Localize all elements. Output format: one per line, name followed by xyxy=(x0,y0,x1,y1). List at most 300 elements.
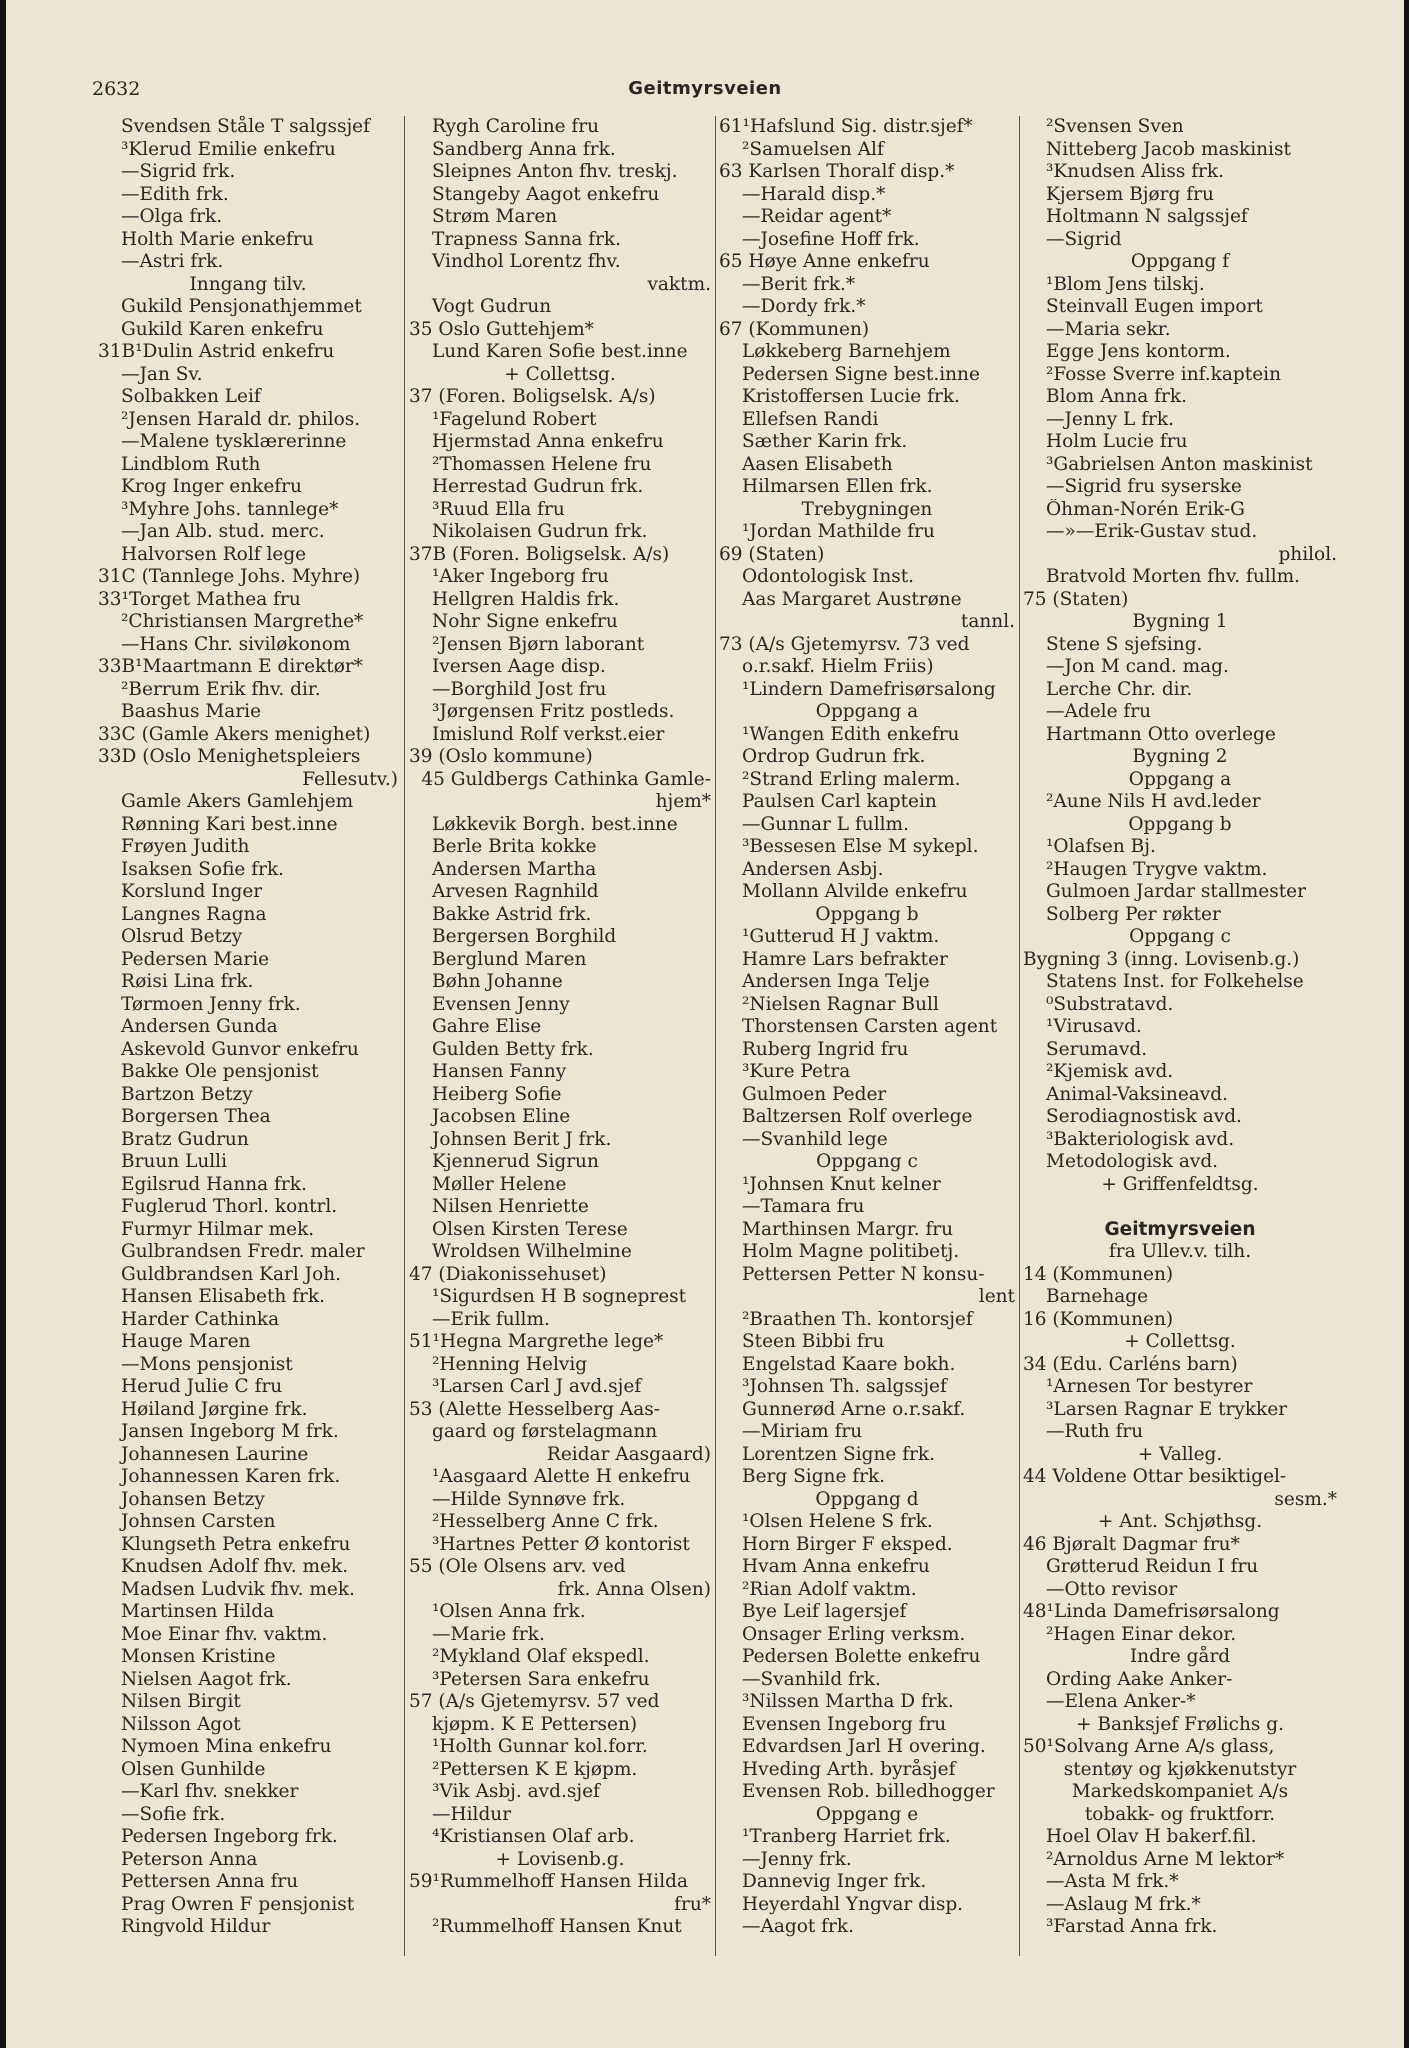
directory-entry: Bygning 2 xyxy=(1132,746,1228,767)
directory-entry: Høiland Jørgine frk. xyxy=(121,1398,308,1420)
directory-entry: Dannevig Inger frk. xyxy=(742,1871,927,1892)
directory-entry: ¹Olsen Helene S frk. xyxy=(742,1511,933,1532)
directory-entry: Sandberg Anna frk. xyxy=(432,138,616,160)
directory-entry: Vindhol Lorentz fhv. xyxy=(432,251,621,272)
directory-entry: Oppgang a xyxy=(1128,768,1232,790)
directory-entry: 63 Karlsen Thoralf disp.* xyxy=(719,161,955,182)
directory-entry: Lund Karen Sofie best.inne xyxy=(432,341,688,362)
directory-entry: Pedersen Ingeborg frk. xyxy=(121,1826,338,1847)
directory-entry: Nilsen Henriette xyxy=(432,1196,589,1217)
directory-entry: 69 (Staten) xyxy=(719,543,825,565)
directory-entry: Animal-Vaksineavd. xyxy=(1046,1083,1228,1105)
directory-entry: Harder Cathinka xyxy=(121,1308,280,1330)
directory-entry: —Elena Anker-* xyxy=(1046,1691,1196,1712)
directory-entry: Oppgang c xyxy=(1129,926,1231,947)
directory-entry: Pettersen Petter N konsu- xyxy=(742,1263,985,1285)
directory-entry: —Sigrid fru syserske xyxy=(1046,476,1242,497)
directory-entry xyxy=(1023,1196,1337,1219)
directory-entry: Hartmann Otto overlege xyxy=(1046,723,1276,745)
directory-entry: Oppgang e xyxy=(815,1803,919,1825)
directory-entry: ³Gabrielsen Anton maskinist xyxy=(1046,453,1313,475)
directory-entry: Gukild Pensjonathjemmet xyxy=(121,296,362,317)
directory-entry: Hansen Fanny xyxy=(432,1061,567,1082)
directory-entry: Jansen Ingeborg M frk. xyxy=(121,1421,339,1442)
directory-entry: Bygning 3 (inng. Lovisenb.g.) xyxy=(1023,948,1300,970)
directory-entry: Langnes Ragna xyxy=(121,903,267,925)
directory-entry: —Hildur xyxy=(432,1803,512,1825)
directory-entry: Lindblom Ruth xyxy=(121,453,261,475)
directory-entry: + Lovisenb.g. xyxy=(495,1848,625,1870)
directory-entry: 73 (A/s Gjetemyrsv. 73 ved xyxy=(719,633,970,655)
directory-entry: ²Strand Erling malerm. xyxy=(742,768,961,790)
directory-entry: Monsen Kristine xyxy=(121,1646,276,1667)
directory-entry: Kristoffersen Lucie frk. xyxy=(742,386,960,407)
directory-entry: Holtmann N salgssjef xyxy=(1046,206,1248,227)
directory-entry: gaard og førstelagmann xyxy=(432,1421,658,1442)
directory-entry: Mollann Alvilde enkefru xyxy=(742,881,968,902)
directory-entry: —Sigrid frk. xyxy=(121,161,236,182)
directory-entry: Markedskompaniet A/s xyxy=(1071,1781,1289,1802)
directory-entry: Nielsen Aagot frk. xyxy=(121,1668,292,1690)
directory-entry: Askevold Gunvor enkefru xyxy=(121,1038,359,1060)
directory-entry: Fuglerud Thorl. kontrl. xyxy=(121,1196,338,1217)
directory-entry: Serumavd. xyxy=(1046,1038,1148,1060)
directory-entry: ¹Jordan Mathilde fru xyxy=(742,521,935,542)
directory-entry: hjem* xyxy=(655,791,711,812)
directory-entry: ³Knudsen Aliss frk. xyxy=(1046,161,1224,182)
directory-entry: Krog Inger enkefru xyxy=(121,476,302,497)
directory-entry: ³Petersen Sara enkefru xyxy=(432,1668,650,1690)
directory-entry: Öhman-Norén Erik-G xyxy=(1046,498,1245,520)
directory-entry: Møller Helene xyxy=(432,1173,567,1195)
directory-entry: Aas Margaret Austrøne xyxy=(742,588,962,610)
directory-entry: ²Haugen Trygve vaktm. xyxy=(1046,858,1268,880)
directory-entry: —Malene tysklærerinne xyxy=(121,431,347,452)
directory-entry: 37B (Foren. Boligselsk. A/s) xyxy=(409,543,670,565)
directory-entry: 16 (Kommunen) xyxy=(1023,1308,1174,1330)
directory-entry: ²Samuelsen Alf xyxy=(742,138,884,160)
page-header xyxy=(6,78,1404,106)
directory-entry: Grøtterud Reidun I fru xyxy=(1046,1556,1259,1577)
directory-entry: Gahre Elise xyxy=(432,1016,542,1037)
directory-entry: —Ruth fru xyxy=(1046,1421,1144,1442)
directory-entry: ²Henning Helvig xyxy=(432,1353,588,1375)
directory-entry: ²Arnoldus Arne M lektor* xyxy=(1046,1848,1285,1870)
directory-entry: ²Berrum Erik fhv. dir. xyxy=(121,678,321,700)
directory-entry: Nymoen Mina enkefru xyxy=(121,1736,332,1757)
directory-entry: Holm Lucie fru xyxy=(1046,431,1188,452)
directory-entry: —Svanhild frk. xyxy=(742,1668,881,1690)
directory-entry: 44 Voldene Ottar besiktigel- xyxy=(1023,1466,1287,1487)
directory-entry: Gulden Betty frk. xyxy=(432,1038,594,1060)
directory-entry: —Jon M cand. mag. xyxy=(1046,656,1229,677)
directory-entry: ¹Tranberg Harriet frk. xyxy=(742,1826,951,1847)
directory-entry: Sleipnes Anton fhv. treskj. xyxy=(432,161,678,182)
directory-entry: 61¹Hafslund Sig. distr.sjef* xyxy=(719,116,973,137)
directory-entry: Hansen Elisabeth frk. xyxy=(121,1286,325,1307)
directory-entry: Halvorsen Rolf lege xyxy=(121,543,307,565)
directory-entry: ³Johnsen Th. salgssjef xyxy=(742,1376,947,1397)
directory-entry: lent xyxy=(978,1286,1015,1307)
directory-entry: Aasen Elisabeth xyxy=(742,453,893,475)
directory-entry: Marthinsen Margr. fru xyxy=(742,1218,954,1240)
directory-entry: ⁴Kristiansen Olaf arb. xyxy=(432,1826,635,1847)
directory-entry: —Gunnar L fullm. xyxy=(742,813,909,835)
directory-entry: ²Nielsen Ragnar Bull xyxy=(742,993,939,1015)
directory-entry: stentøy og kjøkkenutstyr xyxy=(1063,1758,1297,1780)
directory-entry: Furmyr Hilmar mek. xyxy=(121,1218,315,1240)
directory-entry: Holm Magne politibetj. xyxy=(742,1241,960,1262)
directory-entry: Hveding Arth. byråsjef xyxy=(742,1758,956,1780)
directory-entry: Paulsen Carl kaptein xyxy=(742,791,937,812)
directory-entry: ²Mykland Olaf ekspedl. xyxy=(432,1646,650,1667)
directory-entry: Svendsen Ståle T salgssjef xyxy=(121,116,370,137)
directory-entry: Pettersen Anna fru xyxy=(121,1871,299,1892)
directory-entry: Johnsen Berit J frk. xyxy=(432,1128,612,1150)
directory-entry: ²Christiansen Margrethe* xyxy=(121,611,364,632)
directory-entry: Korslund Inger xyxy=(121,881,263,902)
directory-entry: Metodologisk avd. xyxy=(1046,1151,1219,1172)
directory-entry: Nilsen Birgit xyxy=(121,1691,241,1712)
directory-entry: Nitteberg Jacob maskinist xyxy=(1046,138,1291,160)
directory-entry: Moe Einar fhv. vaktm. xyxy=(121,1623,328,1645)
directory-entry: ²Fosse Sverre inf.kaptein xyxy=(1046,363,1281,385)
directory-entry: Indre gård xyxy=(1129,1646,1231,1667)
directory-entry: fra Ullev.v. tilh. xyxy=(1108,1241,1252,1262)
column-1 xyxy=(98,116,398,1939)
column-3 xyxy=(719,116,1015,1939)
directory-entry: Geitmyrsveien xyxy=(1104,1218,1256,1240)
directory-entry: Johnsen Carsten xyxy=(121,1511,276,1532)
directory-entry: Løkkevik Borgh. best.inne xyxy=(432,813,678,835)
directory-entry: Herrestad Gudrun frk. xyxy=(432,476,644,497)
directory-entry: Pedersen Signe best.inne xyxy=(742,363,980,385)
directory-entry: Bye Leif lagersjef xyxy=(742,1601,907,1622)
directory-entry: —Asta M frk.* xyxy=(1046,1871,1179,1892)
directory-entry: Barnehage xyxy=(1046,1286,1149,1307)
directory-entry: —Astri frk. xyxy=(121,251,224,272)
directory-entry: Berg Signe frk. xyxy=(742,1466,886,1487)
directory-entry: —Adele fru xyxy=(1046,701,1152,722)
directory-entry: Pedersen Marie xyxy=(121,948,270,970)
directory-entry: ¹Aker Ingeborg fru xyxy=(432,566,609,587)
directory-entry: ²Thomassen Helene fru xyxy=(432,453,652,475)
directory-entry: ¹Virusavd. xyxy=(1046,1016,1142,1037)
directory-entry: 34 (Edu. Carléns barn) xyxy=(1023,1353,1238,1375)
directory-entry: Steen Bibbi fru xyxy=(742,1331,885,1352)
directory-entry: Ringvold Hildur xyxy=(121,1916,271,1937)
directory-entry: Nohr Signe enkefru xyxy=(432,611,618,632)
directory-entry: —Olga frk. xyxy=(121,206,223,227)
directory-entry: frk. Anna Olsen) xyxy=(557,1578,711,1600)
directory-entry: tobakk- og fruktforr. xyxy=(1084,1803,1276,1825)
directory-entry: ⁰Substratavd. xyxy=(1046,993,1174,1015)
directory-entry: Bratvold Morten fhv. fullm. xyxy=(1046,566,1301,587)
directory-entry: 37 (Foren. Boligselsk. A/s) xyxy=(409,386,656,407)
directory-entry: Hvam Anna enkefru xyxy=(742,1556,930,1577)
directory-entry: Engelstad Kaare bokh. xyxy=(742,1353,956,1375)
directory-entry: Oppgang d xyxy=(815,1488,919,1510)
directory-entry: Odontologisk Inst. xyxy=(742,566,915,587)
directory-entry: Bakke Astrid frk. xyxy=(432,903,592,925)
directory-entry: Olsen Gunhilde xyxy=(121,1758,266,1780)
directory-entry: Berle Brita kokke xyxy=(432,836,597,857)
directory-entry: + Collettsg. xyxy=(1124,1331,1236,1352)
directory-entry: Steinvall Eugen import xyxy=(1046,296,1263,317)
directory-entry: Ruberg Ingrid fru xyxy=(742,1038,909,1060)
directory-entry: + Ant. Schjøthsg. xyxy=(1097,1511,1263,1532)
directory-entry: —Tamara fru xyxy=(742,1196,865,1217)
directory-entry: 65 Høye Anne enkefru xyxy=(719,251,930,272)
directory-entry: 47 (Diakonissehuset) xyxy=(409,1263,607,1285)
column-divider xyxy=(1019,116,1020,1956)
directory-entry: —Jan Sv. xyxy=(121,363,203,385)
directory-entry: —Miriam fru xyxy=(742,1421,863,1442)
directory-entry: ¹Aasgaard Alette H enkefru xyxy=(432,1466,691,1487)
directory-entry: + Valleg. xyxy=(1137,1443,1223,1465)
directory-entry: Isaksen Sofie frk. xyxy=(121,858,285,880)
directory-entry: Hilmarsen Ellen frk. xyxy=(742,476,933,497)
directory-entry: Baashus Marie xyxy=(121,701,262,722)
directory-entry: ²Jensen Bjørn laborant xyxy=(432,633,645,655)
directory-entry: —Hilde Synnøve frk. xyxy=(432,1488,626,1510)
directory-entry: —Mons pensjonist xyxy=(121,1353,293,1375)
directory-entry: Prag Owren F pensjonist xyxy=(121,1893,355,1915)
directory-entry: —Hans Chr. siviløkonom xyxy=(121,633,351,655)
directory-entry: 14 (Kommunen) xyxy=(1023,1263,1174,1285)
directory-entry: ¹Johnsen Knut kelner xyxy=(742,1173,941,1195)
directory-entry: Gulmoen Peder xyxy=(742,1083,887,1105)
directory-entry: Trapness Sanna frk. xyxy=(432,228,622,250)
directory-entry: ²Aune Nils H avd.leder xyxy=(1046,791,1261,812)
directory-entry: Peterson Anna xyxy=(121,1848,258,1870)
directory-entry: 50¹Solvang Arne A/s glass, xyxy=(1023,1736,1275,1757)
directory-entry: ³Hartnes Petter Ø kontorist xyxy=(432,1533,690,1555)
directory-entry: philol. xyxy=(1278,543,1337,565)
directory-entry: Andersen Gunda xyxy=(121,1016,278,1037)
directory-entry: 59¹Rummelhoff Hansen Hilda xyxy=(409,1871,688,1892)
directory-entry: ²Rummelhoff Hansen Knut xyxy=(432,1916,682,1937)
directory-entry: Klungseth Petra enkefru xyxy=(121,1533,351,1555)
directory-entry: kjøpm. K E Pettersen) xyxy=(432,1713,638,1735)
directory-entry: Oppgang a xyxy=(815,701,919,722)
directory-entry: 53 (Alette Hesselberg Aas- xyxy=(409,1398,660,1420)
directory-entry: Andersen Inga Telje xyxy=(742,971,930,992)
directory-entry: Bøhn Johanne xyxy=(432,971,563,992)
directory-entry: Bygning 1 xyxy=(1132,611,1228,632)
directory-entry: —Reidar agent* xyxy=(742,206,892,227)
directory-entry: 45 Guldbergs Cathinka Gamle- xyxy=(421,768,711,790)
directory-entry: Hauge Maren xyxy=(121,1331,251,1352)
directory-entry: Horn Birger F eksped. xyxy=(742,1533,953,1555)
directory-entry: Heyerdahl Yngvar disp. xyxy=(742,1893,964,1915)
directory-entry: Onsager Erling verksm. xyxy=(742,1623,966,1645)
directory-entry: —Karl fhv. snekker xyxy=(121,1781,299,1802)
directory-entry: vaktm. xyxy=(647,273,711,295)
directory-entry: Rønning Kari best.inne xyxy=(121,813,338,835)
directory-entry: Andersen Asbj. xyxy=(742,858,884,880)
directory-entry: 75 (Staten) xyxy=(1023,588,1129,610)
directory-entry: —Otto revisor xyxy=(1046,1578,1178,1600)
directory-entry: Olsrud Betzy xyxy=(121,926,243,947)
street-title: Geitmyrsveien xyxy=(628,78,782,99)
directory-entry: Strøm Maren xyxy=(432,206,558,227)
directory-entry: Iversen Aage disp. xyxy=(432,656,606,677)
column-2 xyxy=(409,116,711,1939)
directory-entry: —Aagot frk. xyxy=(742,1916,854,1937)
directory-entry: ¹Holth Gunnar kol.forr. xyxy=(432,1736,648,1757)
directory-entry: Nilsson Agot xyxy=(121,1713,241,1735)
directory-entry: Andersen Martha xyxy=(432,858,597,880)
directory-entry: Oppgang f xyxy=(1130,251,1230,272)
directory-entry: tannl. xyxy=(960,611,1015,632)
directory-entry: —Jan Alb. stud. merc. xyxy=(121,521,325,542)
directory-entry: sesm.* xyxy=(1274,1488,1337,1510)
directory-entry: —Marie frk. xyxy=(432,1623,545,1645)
directory-entry: Ordrop Gudrun frk. xyxy=(742,746,926,767)
directory-entry: Thorstensen Carsten agent xyxy=(742,1016,998,1037)
directory-entry: Johannessen Karen frk. xyxy=(121,1466,341,1487)
directory-entry: ²Kjemisk avd. xyxy=(1046,1061,1174,1082)
directory-entry: ²Rian Adolf vaktm. xyxy=(742,1578,917,1600)
directory-entry: Røisi Lina frk. xyxy=(121,971,254,992)
directory-entry: ¹Sigurdsen H B sogneprest xyxy=(432,1286,687,1307)
directory-entry: 67 (Kommunen) xyxy=(719,318,870,340)
directory-entry: Baltzersen Rolf overlege xyxy=(742,1106,973,1127)
directory-entry: Blom Anna frk. xyxy=(1046,386,1187,407)
directory-entry: ³Kure Petra xyxy=(742,1061,851,1082)
directory-entry: 57 (A/s Gjetemyrsv. 57 ved xyxy=(409,1691,660,1712)
directory-entry: —Edith frk. xyxy=(121,183,229,205)
directory-entry: Solberg Per røkter xyxy=(1046,903,1221,925)
directory-entry: Egilsrud Hanna frk. xyxy=(121,1173,307,1195)
directory-entry: ³Nilssen Martha D frk. xyxy=(742,1691,954,1712)
directory-entry: ¹Fagelund Robert xyxy=(432,408,597,430)
directory-entry: ²Pettersen K E kjøpm. xyxy=(432,1758,638,1780)
directory-entry: Bruun Lulli xyxy=(121,1151,228,1172)
directory-entry: + Griffenfeldtsg. xyxy=(1101,1173,1259,1195)
directory-entry: Hjermstad Anna enkefru xyxy=(432,431,664,452)
directory-entry: —Erik fullm. xyxy=(432,1308,550,1330)
directory-entry: 33C (Gamle Akers menighet) xyxy=(98,723,371,745)
directory-entry: ²Svensen Sven xyxy=(1046,116,1184,137)
directory-entry: ²Braathen Th. kontorsjef xyxy=(742,1308,973,1330)
directory-entry: Heiberg Sofie xyxy=(432,1083,562,1105)
directory-entry: Guldbrandsen Karl Joh. xyxy=(121,1263,342,1285)
directory-entry: Knudsen Adolf fhv. mek. xyxy=(121,1556,349,1577)
directory-entry: fru* xyxy=(674,1893,711,1915)
directory-entry: 33B¹Maartmann E direktør* xyxy=(98,656,363,677)
directory-entry: ³Bessesen Else M sykepl. xyxy=(742,836,979,857)
directory-entry: —Harald disp.* xyxy=(742,183,886,205)
directory-entry: ¹Olafsen Bj. xyxy=(1046,836,1156,857)
directory-entry: + Collettsg. xyxy=(504,363,616,385)
directory-entry: ³Larsen Ragnar E trykker xyxy=(1046,1398,1288,1420)
directory-entry: 33D (Oslo Menighetspleiers xyxy=(98,746,361,767)
directory-entry: Frøyen Judith xyxy=(121,836,250,857)
directory-entry: Oppgang b xyxy=(1128,813,1232,835)
directory-entry: Wroldsen Wilhelmine xyxy=(432,1241,632,1262)
directory-entry: Martinsen Hilda xyxy=(121,1601,275,1622)
directory-entry: Reidar Aasgaard) xyxy=(546,1443,711,1465)
directory-entry: ³Vik Asbj. avd.sjef xyxy=(432,1781,600,1802)
directory-entry: 48¹Linda Damefrisørsalong xyxy=(1023,1601,1280,1622)
directory-entry: 35 Oslo Guttehjem* xyxy=(409,318,594,340)
directory-entry: Oppgang b xyxy=(815,903,919,925)
directory-entry: Inngang tilv. xyxy=(189,273,307,295)
directory-entry: ³Ruud Ella fru xyxy=(432,498,565,520)
directory-entry: —Aslaug M frk.* xyxy=(1046,1893,1201,1915)
directory-entry: + Banksjef Frølichs g. xyxy=(1075,1713,1285,1735)
directory-entry: Lerche Chr. dir. xyxy=(1046,678,1193,700)
directory-entry: 51¹Hegna Margrethe lege* xyxy=(409,1331,664,1352)
directory-entry: Tørmoen Jenny frk. xyxy=(121,993,301,1015)
directory-page xyxy=(6,0,1404,2048)
directory-entry: Holth Marie enkefru xyxy=(121,228,314,250)
directory-entry: Gunnerød Arne o.r.sakf. xyxy=(742,1398,966,1420)
directory-entry: Johansen Betzy xyxy=(121,1488,265,1510)
directory-entry: —Sofie frk. xyxy=(121,1803,226,1825)
directory-entry: Hellgren Haldis frk. xyxy=(432,588,620,610)
directory-entry: Lorentzen Signe frk. xyxy=(742,1443,936,1465)
directory-entry: —Svanhild lege xyxy=(742,1128,888,1150)
directory-entry: Kjersem Bjørg fru xyxy=(1046,183,1214,205)
directory-entry: ²Hagen Einar dekor. xyxy=(1046,1623,1237,1645)
directory-entry: —Berit frk.* xyxy=(742,273,856,295)
directory-entry: Oppgang c xyxy=(816,1151,918,1172)
directory-entry: ¹Wangen Edith enkefru xyxy=(742,723,960,745)
directory-entry: 46 Bjøralt Dagmar fru* xyxy=(1023,1533,1240,1555)
directory-entry: Bergersen Borghild xyxy=(432,926,617,947)
directory-entry: ³Larsen Carl J avd.sjef xyxy=(432,1376,642,1397)
directory-entry: Løkkeberg Barnehjem xyxy=(742,341,951,362)
directory-entry: Borgersen Thea xyxy=(121,1106,271,1127)
directory-entry: Bartzon Betzy xyxy=(121,1083,253,1105)
directory-entry: Evensen Ingeborg fru xyxy=(742,1713,947,1735)
directory-entry: ¹Olsen Anna frk. xyxy=(432,1601,586,1622)
directory-entry: Vogt Gudrun xyxy=(432,296,552,317)
directory-entry: —Dordy frk.* xyxy=(742,296,866,317)
directory-entry: Stangeby Aagot enkefru xyxy=(432,183,660,205)
directory-entry: o.r.sakf. Hielm Friis) xyxy=(742,656,934,677)
directory-entry: ³Jørgensen Fritz postleds. xyxy=(432,701,675,722)
directory-entry: 31C (Tannlege Johs. Myhre) xyxy=(98,566,361,587)
directory-entry: Fellesutv.) xyxy=(302,768,398,790)
column-divider xyxy=(404,116,405,1956)
directory-entry: Evensen Rob. billedhogger xyxy=(742,1781,995,1802)
directory-entry: Hamre Lars befrakter xyxy=(742,948,948,970)
directory-entry: —Jenny frk. xyxy=(742,1848,852,1870)
directory-entry: Imislund Rolf verkst.eier xyxy=(432,723,665,745)
directory-entry: 31B¹Dulin Astrid enkefru xyxy=(98,341,335,362)
directory-entry: Arvesen Ragnhild xyxy=(432,881,599,902)
directory-entry: —Jenny L frk. xyxy=(1046,408,1174,430)
directory-entry: —Maria sekr. xyxy=(1046,318,1171,340)
directory-entry: ¹Blom Jens tilskj. xyxy=(1046,273,1205,295)
page-number: 2632 xyxy=(92,78,141,100)
directory-entry: Rygh Caroline fru xyxy=(432,116,600,137)
directory-entry: 55 (Ole Olsens arv. ved xyxy=(409,1556,626,1577)
directory-entry: ¹Gutterud H J vaktm. xyxy=(742,926,940,947)
directory-entry: ³Bakteriologisk avd. xyxy=(1046,1128,1235,1150)
directory-entry: Sæther Karin frk. xyxy=(742,431,908,452)
directory-entry: Ording Aake Anker- xyxy=(1046,1668,1233,1690)
directory-entry: Olsen Kirsten Terese xyxy=(432,1218,628,1240)
directory-entry: 39 (Oslo kommune) xyxy=(409,746,593,767)
directory-entry: Gulbrandsen Fredr. maler xyxy=(121,1241,365,1262)
directory-entry: 33¹Torget Mathea fru xyxy=(98,588,301,610)
directory-entry: Trebygningen xyxy=(801,498,933,520)
